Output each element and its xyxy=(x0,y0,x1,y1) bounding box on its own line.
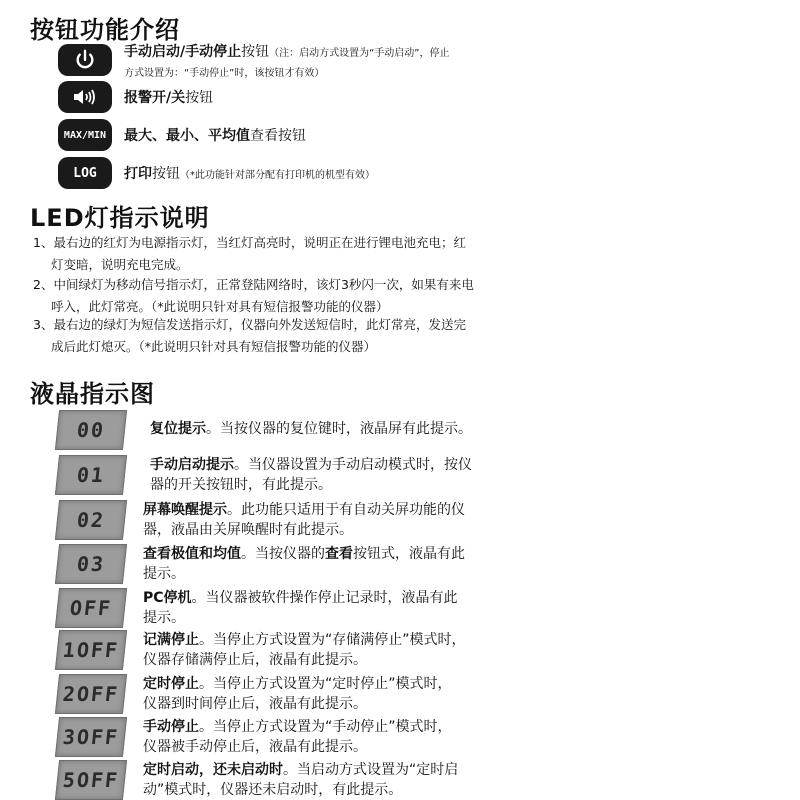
maxmin-button-bold: 最大、最小、平均值 xyxy=(124,128,250,144)
led-item-1-line2: 灯变暗，说明充电完成。 xyxy=(51,257,189,272)
lcd-display-pc-stop: OFF xyxy=(55,588,127,628)
log-button-description xyxy=(124,165,554,185)
lcd-desc-wake-line1: 。此功能只适用于有自动关屏功能的仪 xyxy=(227,502,465,518)
lcd-desc-manual-start-line2: 器的开关按钮时，有此提示。 xyxy=(150,477,332,493)
alarm-button-bold: 报警开/关 xyxy=(124,90,186,106)
lcd-desc-timed-stop-bold: 定时停止 xyxy=(143,676,199,692)
maxmin-button-description xyxy=(124,127,306,145)
lcd-display-memory-full-stop: 1OFF xyxy=(55,630,127,670)
alarm-button-description xyxy=(124,89,213,107)
power-button-note1: （注：启动方式设置为“手动启动”，停止 xyxy=(269,48,450,59)
lcd-desc-wake xyxy=(143,500,503,540)
lcd-desc-reset-line1: 。当按仪器的复位键时，液晶屏有此提示。 xyxy=(206,421,472,437)
lcd-desc-timed-start-line1: 。当启动方式设置为“定时启 xyxy=(283,762,459,778)
lcd-desc-memory-full-stop-line1: 。当停止方式设置为“存储满停止”模式时， xyxy=(199,632,466,648)
lcd-desc-view-extremes-line1a: 。当按仪器的 xyxy=(241,546,325,562)
lcd-desc-pc-stop-bold: PC停机 xyxy=(143,590,192,606)
lcd-display-view-extremes: 03 xyxy=(55,544,127,584)
led-section-title: LED灯指示说明 xyxy=(30,204,210,232)
led-item-1-line1: 1、最右边的红灯为电源指示灯，当红灯高亮时，说明正在进行锂电池充电；红 xyxy=(33,235,466,250)
lcd-desc-timed-start xyxy=(143,760,503,800)
lcd-display-timed-stop: 2OFF xyxy=(55,674,127,714)
lcd-display-manual-stop: 3OFF xyxy=(55,717,127,757)
speaker-icon xyxy=(72,87,98,107)
lcd-desc-wake-bold: 屏幕唤醒提示 xyxy=(143,502,227,518)
power-button-icon xyxy=(58,44,112,76)
led-item-2 xyxy=(33,274,553,318)
lcd-desc-wake-line2: 器，液晶由关屏唤醒时有此提示。 xyxy=(143,522,353,538)
lcd-display-manual-start: 01 xyxy=(55,455,127,495)
lcd-desc-timed-stop xyxy=(143,674,503,714)
lcd-desc-manual-stop-line2: 仪器被手动停止后，液晶有此提示。 xyxy=(143,739,367,755)
lcd-desc-timed-start-bold: 定时启动，还未启动时 xyxy=(143,762,283,778)
lcd-desc-view-extremes xyxy=(143,544,503,584)
lcd-display-reset: 00 xyxy=(55,410,127,450)
lcd-desc-view-extremes-line1b: 按钮式，液晶有此 xyxy=(353,546,465,562)
lcd-display-wake: 02 xyxy=(55,500,127,540)
lcd-desc-view-extremes-line2: 提示。 xyxy=(143,566,185,582)
log-button-bold: 打印 xyxy=(124,166,152,182)
power-button-note2: 方式设置为：“手动停止”时，该按钮才有效） xyxy=(124,68,325,79)
lcd-desc-pc-stop-line1: 。当仪器被软件操作停止记录时，液晶有此 xyxy=(191,590,458,606)
log-button-icon: LOG xyxy=(58,157,112,189)
lcd-desc-timed-stop-line1: 。当停止方式设置为“定时停止”模式时， xyxy=(199,676,452,692)
maxmin-button-icon: MAX/MIN xyxy=(58,119,112,151)
lcd-section-title: 液晶指示图 xyxy=(30,380,155,408)
power-button-bold: 手动启动/手动停止 xyxy=(124,44,242,60)
alarm-button-text: 按钮 xyxy=(185,90,214,106)
log-button-text: 按钮 xyxy=(152,166,180,182)
lcd-desc-view-extremes-bold2: 查看 xyxy=(325,546,353,562)
lcd-desc-reset-bold: 复位提示 xyxy=(150,421,206,437)
lcd-desc-manual-stop-bold: 手动停止 xyxy=(143,719,199,735)
led-item-3-line2: 成后此灯熄灭。（*此说明只针对具有短信报警功能的仪器） xyxy=(51,339,377,354)
lcd-desc-manual-stop xyxy=(143,717,503,757)
led-item-3-line1: 3、最右边的绿灯为短信发送指示灯，仪器向外发送短信时，此灯常亮，发送完 xyxy=(33,317,466,332)
alarm-button-icon xyxy=(58,81,112,113)
lcd-desc-memory-full-stop-line2: 仪器存储满停止后，液晶有此提示。 xyxy=(143,652,367,668)
lcd-desc-timed-start-line2: 动”模式时，仪器还未启动时，有此提示。 xyxy=(143,782,403,798)
lcd-desc-manual-stop-line1: 。当停止方式设置为“手动停止”模式时， xyxy=(199,719,452,735)
lcd-desc-pc-stop-line2: 提示。 xyxy=(143,610,185,626)
lcd-desc-manual-start-line1: 。当仪器设置为手动启动模式时，按仪 xyxy=(234,457,472,473)
led-item-1 xyxy=(33,232,553,276)
lcd-desc-pc-stop xyxy=(143,588,503,628)
maxmin-button-text: 查看按钮 xyxy=(250,128,306,144)
buttons-section-title: 按钮功能介绍 xyxy=(30,16,180,44)
led-item-3 xyxy=(33,314,553,358)
log-button-note: （*此功能针对部分配有打印机的机型有效） xyxy=(180,170,375,181)
led-item-2-line1: 2、中间绿灯为移动信号指示灯，正常登陆网络时，该灯3秒闪一次，如果有来电 xyxy=(33,277,474,292)
lcd-desc-manual-start xyxy=(150,455,510,495)
lcd-desc-memory-full-stop xyxy=(143,630,503,670)
power-button-text: 按钮 xyxy=(241,44,270,60)
lcd-desc-manual-start-bold: 手动启动提示 xyxy=(150,457,234,473)
lcd-desc-reset xyxy=(150,419,550,439)
lcd-desc-timed-stop-line2: 仪器到时间停止后，液晶有此提示。 xyxy=(143,696,367,712)
lcd-display-timed-start: 5OFF xyxy=(55,760,127,800)
lcd-desc-memory-full-stop-bold: 记满停止 xyxy=(143,632,199,648)
lcd-desc-view-extremes-bold: 查看极值和均值 xyxy=(143,546,241,562)
led-item-2-line2: 呼入，此灯常亮。（*此说明只针对具有短信报警功能的仪器） xyxy=(51,299,389,314)
power-button-description xyxy=(124,43,554,83)
power-icon xyxy=(74,49,96,71)
